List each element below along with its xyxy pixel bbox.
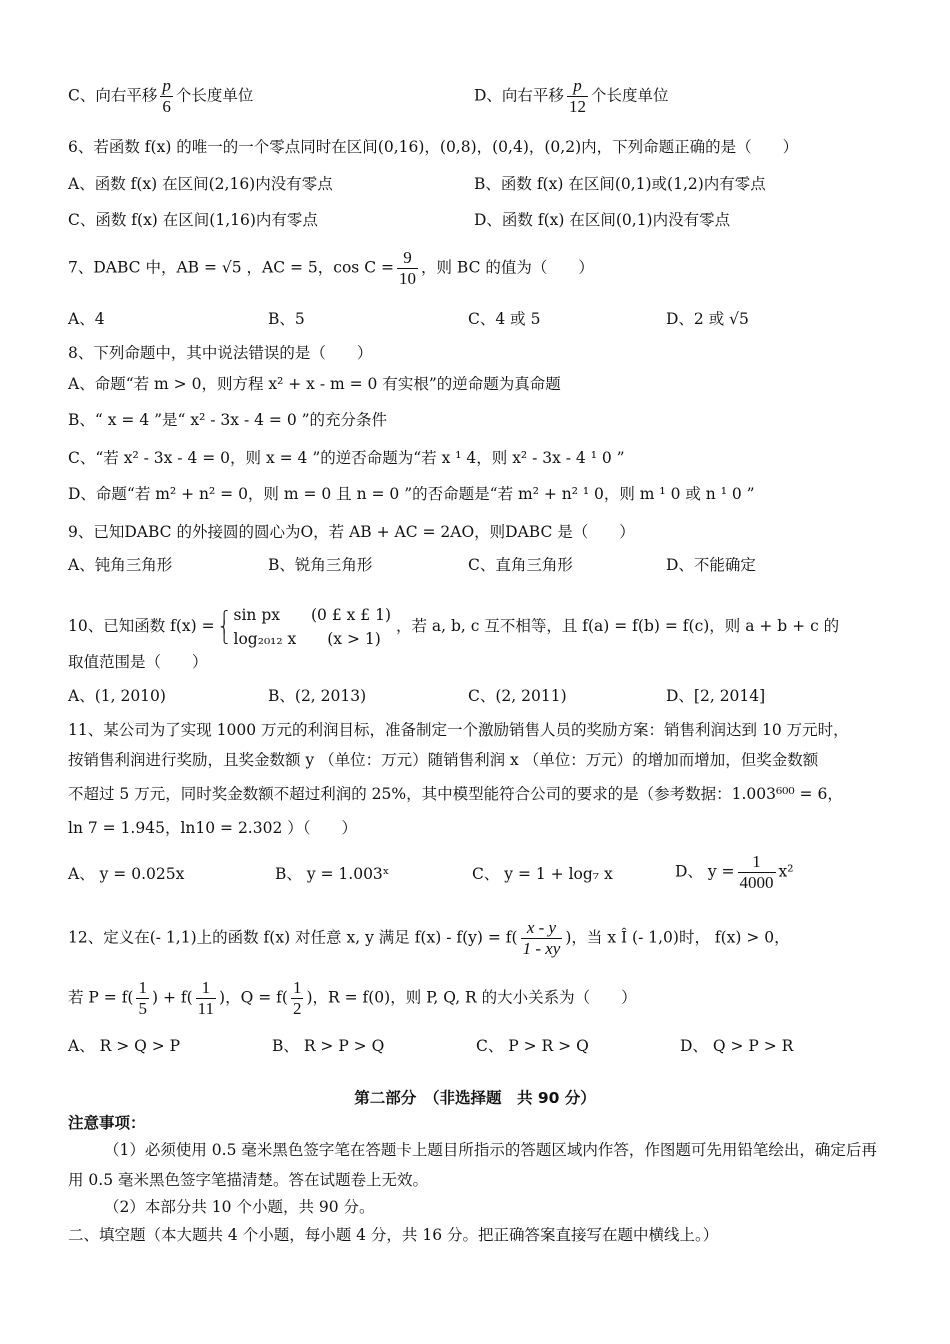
q5-option-c: C、向右平移 $\frac{p}{6}$ 个长度单位 [68,76,254,116]
q6-option-a: A、函数 f(x) 在区间(2,16)内没有零点 [68,175,333,193]
brace-icon: ⎧ ⎨ ⎩ [219,610,229,644]
notice-item-2: （2）本部分共 10 个小题，共 90 分。 [104,1198,375,1216]
q5-option-d: D、向右平移 $\frac{p}{12}$ 个长度单位 [474,76,669,116]
q11-option-c: C、 y = 1 + log₇ x [472,865,613,883]
q9-stem: 9、已知DABC 的外接圆的圆心为O，若 AB + AC = 2AO，则DABC 是（ ） [68,523,635,541]
q6-option-d: D、函数 f(x) 在区间(0,1)内没有零点 [474,211,731,229]
fill-in-section-heading: 二、填空题（本大题共 4 个小题，每小题 4 分，共 16 分。把正确答案直接写在题中横线上。） [68,1226,719,1244]
notice-item-1: （1）必须使用 0.5 毫米黑色签字笔在答题卡上题目所指示的答题区域内作答，作图题可先用铅笔绘出，确定后再用 0.5 毫米黑色签字笔描清楚。答在试题卷上无效。 [68,1141,877,1189]
q6-stem: 6、若函数 f(x) 的唯一的一个零点同时在区间(0,16)，(0,8)，(0,4)，(0,2)内，下列命题正确的是（ ） [68,138,799,156]
q12-line-2: 若 P = f( $\frac{1}{5}$ ) + f( $\frac{1}{11}$ )，Q = f( $\frac{1}{2}$ )，R = f(0)，则 P, Q, R 的大小关系为（ ） [68,978,637,1018]
q7-option-c: C、4 或 5 [468,310,541,328]
q7-stem: 7、DABC 中，AB = √5 ，AC = 5，cos C = $\frac{9}{10}$ ，则 BC 的值为（ ） [68,248,594,288]
q6-option-c: C、函数 f(x) 在区间(1,16)内有零点 [68,211,318,229]
q8-option-b: B、“ x = 4 ”是“ x² - 3x - 4 = 0 ”的充分条件 [68,411,388,429]
q11-line-2: 按销售利润进行奖励，且奖金数额 y （单位：万元）随销售利润 x （单位：万元）的增加而增加，但奖金数额 [68,751,819,769]
q9-option-a: A、钝角三角形 [68,556,173,574]
q10-stem: 10、已知函数 f(x) = ⎧ ⎨ ⎩ sin px (0 £ x £ 1) log₂₀₁₂ x (x > 1) ，若 a, b, c 互不相等，且 f(a) = f(b) = f(c)，则 a + b + c 的 [68,603,839,651]
q8-stem: 8、下列命题中，其中说法错误的是（ ） [68,344,373,362]
notice-heading: 注意事项： [68,1114,146,1132]
q12-option-a: A、 R > Q > P [68,1037,181,1055]
q10-option-a: A、(1, 2010) [68,687,166,705]
q11-option-d: D、 y = $\frac{1}{4000}$ x² [675,852,794,892]
q11-line-1: 11、某公司为了实现 1000 万元的利润目标，准备制定一个激励销售人员的奖励方案：销售利润达到 10 万元时， [68,721,849,739]
q11-line-4: ln 7 = 1.945，ln10 = 2.302 ）（ ） [68,819,357,837]
q7-option-d: D、2 或 √5 [666,310,749,328]
q8-option-a: A、命题“若 m > 0，则方程 x² + x - m = 0 有实根”的逆命题为真命题 [68,375,561,393]
q12-option-b: B、 R > P > Q [272,1037,385,1055]
q8-option-d: D、命题“若 m² + n² = 0，则 m = 0 且 n = 0 ”的否命题是“若 m² + n² ¹ 0，则 m ¹ 0 或 n ¹ 0 ” [68,485,755,503]
q12-line-1: 12、定义在(- 1,1)上的函数 f(x) 对任意 x, y 满足 f(x) - f(y) = f( $\frac{x - y}{1 - xy}$ )，当 x Î (- 1,0)时， f(x) > 0， [68,918,790,958]
q12-option-c: C、 P > R > Q [476,1037,589,1055]
q9-option-b: B、锐角三角形 [268,556,373,574]
q7-option-a: A、4 [68,310,105,328]
q8-option-c: C、“若 x² - 3x - 4 = 0，则 x = 4 ”的逆否命题为“若 x ¹ 4，则 x² - 3x - 4 ¹ 0 ” [68,449,625,467]
q10-option-b: B、(2, 2013) [268,687,367,705]
part2-title: 第二部分 （非选择题 共 90 分） [354,1089,596,1107]
q12-option-d: D、 Q > P > R [680,1037,794,1055]
q11-option-a: A、 y = 0.025x [68,865,185,883]
q10-option-c: C、(2, 2011) [468,687,567,705]
q9-option-d: D、不能确定 [666,556,756,574]
q7-option-b: B、5 [268,310,305,328]
q10-case-1: sin px (0 £ x £ 1) [233,606,391,624]
q9-option-c: C、直角三角形 [468,556,573,574]
q10-stem-line2: 取值范围是（ ） [68,653,208,671]
q11-option-b: B、 y = 1.003ˣ [275,865,390,883]
q10-case-2: log₂₀₁₂ x (x > 1) [233,630,381,648]
q6-option-b: B、函数 f(x) 在区间(0,1)或(1,2)内有零点 [474,175,766,193]
q11-line-3: 不超过 5 万元，同时奖金数额不超过利润的 25%，其中模型能符合公司的要求的是（参考数据：1.003⁶⁰⁰ = 6， [68,785,843,803]
q10-option-d: D、[2, 2014] [666,687,766,705]
